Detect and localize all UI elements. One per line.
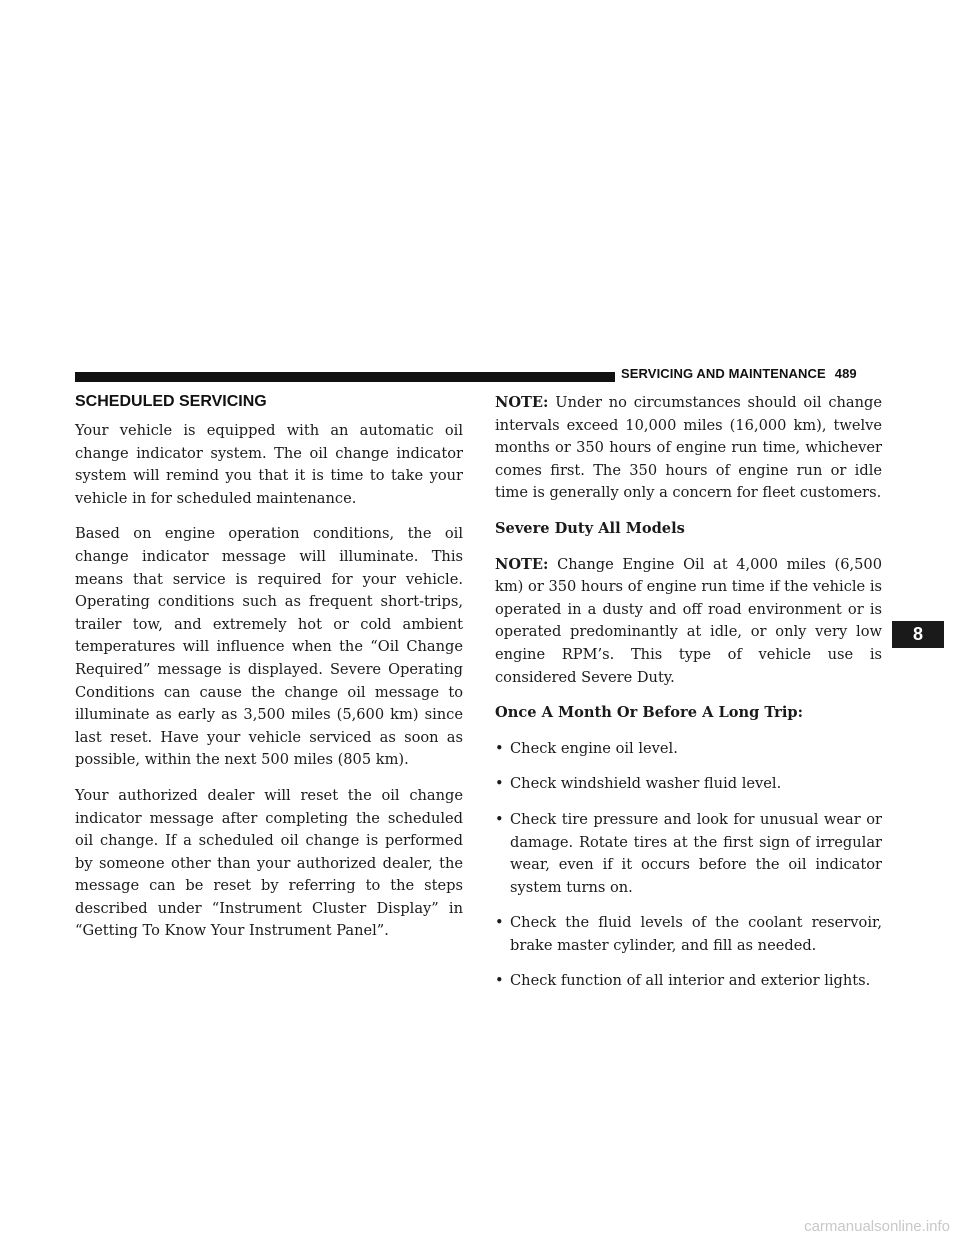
bullet-icon: • [495,972,504,990]
list-item [495,970,882,993]
subhead-monthly-check: Once A Month Or Before A Long Trip: [495,704,803,722]
list-item [495,809,882,899]
list-item-text: Check windshield washer fluid level. [510,775,782,793]
running-title: SERVICING AND MAINTENANCE [621,366,826,381]
list-item [495,773,882,796]
list-item [495,738,882,761]
section-title: SCHEDULED SERVICING [75,393,267,410]
list-item-text: Check the fluid levels of the coolant reservoir, brake master cylinder, and fill as needed. [510,914,882,954]
paragraph-dealer-reset: Your authorized dealer will reset the oil change indicator message after completing the scheduled oil change. If a scheduled oil change is performed by someone other than your authorized dealer, the message can be reset by referring to the steps described under “Instrument Cluster Display” in “Getting To Know Your Instrument Panel”. [75,786,463,940]
note-text: Under no circumstances should oil change intervals exceed 10,000 miles (16,000 km), twelve months or 350 hours of engine run time, whichever comes first. The 350 hours of engine run or idle time is generally only a concern for fleet customers. [495,394,883,502]
header-rule [75,372,615,382]
note-severe-duty [495,554,882,690]
bullet-icon: • [495,914,504,932]
paragraph-intro: Your vehicle is equipped with an automatic oil change indicator system. The oil change indicator system will remind you that it is time to take your vehicle in for scheduled maintenance. [75,422,463,507]
checklist [495,738,882,993]
chapter-tab: 8 [892,621,944,648]
bullet-icon: • [495,810,504,828]
note-text: Change Engine Oil at 4,000 miles (6,500 km) or 350 hours of engine run time if the vehicle is operated in a dusty and off road environment or is operated predominantly at idle, or only very low engine RPM’s. This type of vehicle use is considered Severe Duty. [495,555,883,686]
subhead-severe-duty: Severe Duty All Models [495,519,685,537]
paragraph-operating-conditions: Based on engine operation conditions, the oil change indicator message will illuminate. This means that service is required for your vehicle. Operating conditions such as frequent short-trips, trailer tow, and extremely hot or cold ambient temperatures will influence when the “Oil Change Required” message is displayed. Severe Operating Conditions can cause the change oil message to illuminate as early as 3,500 miles (5,600 km) since last reset. Have your vehicle serviced as soon as possible, within the next 500 miles (805 km). [75,525,463,769]
right-column [495,392,882,1006]
note-label: NOTE: [495,394,549,411]
running-head [621,366,886,386]
bullet-icon: • [495,739,504,757]
note-label: NOTE: [495,555,549,573]
left-column [75,392,463,956]
bullet-icon: • [495,775,504,793]
list-item-text: Check tire pressure and look for unusual wear or damage. Rotate tires at the first sign of irregular wear, even if it occurs before the oil indicator system turns on. [510,810,882,896]
list-item [495,912,882,957]
list-item-text: Check function of all interior and exterior lights. [510,972,871,990]
watermark: carmanualsonline.info [804,1218,950,1235]
page-number: 489 [834,366,857,381]
note-oil-interval [495,392,882,505]
list-item-text: Check engine oil level. [510,739,678,757]
